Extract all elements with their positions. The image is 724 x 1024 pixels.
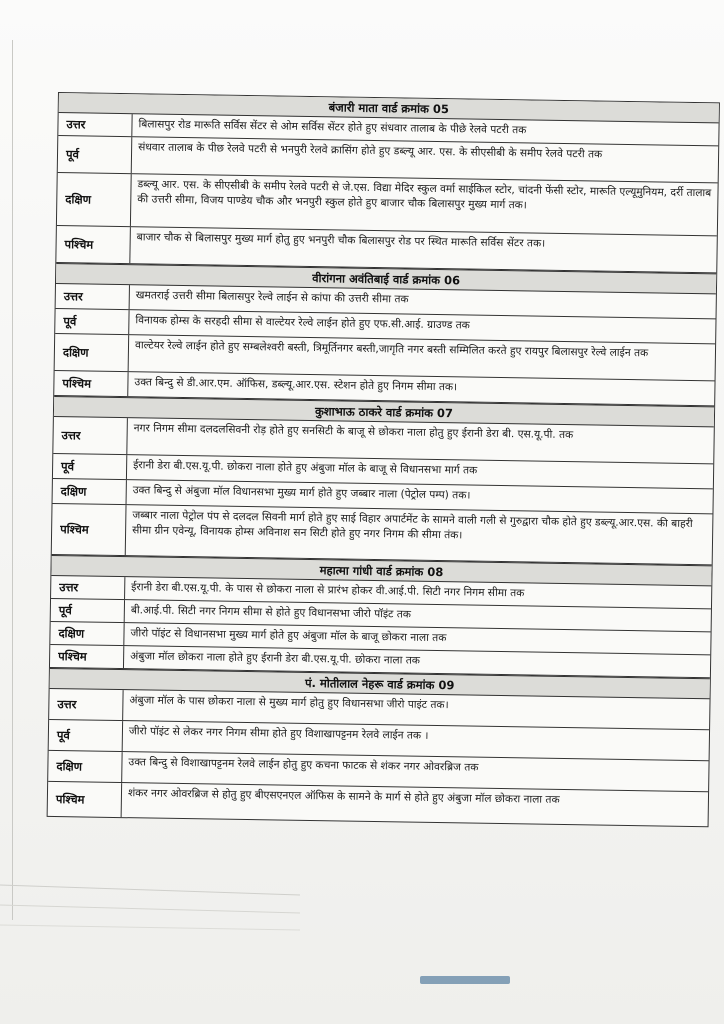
boundary-text: संधवार तालाब के पीछ रेलवे पटरी से भनपुरी रेलवे क्रासिंग होते हुए डब्ल्यू आर. एस. के सीएसीबी के समीप रेलवे पटरी तक bbox=[138, 141, 603, 161]
direction-label: दक्षिण bbox=[48, 751, 122, 782]
paper-shadow-lines bbox=[0, 880, 300, 940]
boundary-text: ईरानी डेरा बी.एस.यू.पी. छोकरा नाला होते हुए अंबुजा मॉल के बाजू से विधानसभा मार्ग तक bbox=[133, 459, 478, 477]
boundary-text: जब्बार नाला पेट्रोल पंप से दलदल सिवनी मार्ग होते हुए साई विहार अपार्टमेंट के सामने वाली गली से गुरुद्वारा चौक होते हुए डब्ल्यू.आर.एस. की बाहरी सीमा ग्रीन एवेन्यू, विनायक होम्स अविनाश सन सिटी होते हुए नगर निगम की सीमा तंक। bbox=[132, 509, 693, 542]
ward-09-title: पं. मोतीलाल नेहरू वार्ड क्रमांक 09 bbox=[50, 668, 710, 699]
boundary-text: खमतराई उत्तरी सीमा बिलासपुर रेल्वे लाईन से कांपा की उत्तरी सीमा तक bbox=[135, 289, 409, 306]
boundary-text: वाल्टेयर रेल्वे लाईन होते हुए सम्बलेश्वरी बस्ती, त्रिमूर्तिनगर बस्ती,जागृति नगर बस्ती सम्मिलित करते हुए रायपुर बिलासपुर रेल्वे लाईन तक bbox=[134, 339, 649, 360]
boundary-text: नगर निगम सीमा दलदलसिवनी रोड़ होते हुए सनसिटी के बाजू से छोकरा नाला होतु हुए ईरानी डेरा बी. एस.यू.पी. तक bbox=[133, 422, 574, 442]
direction-label: पूर्व bbox=[51, 599, 125, 622]
direction-label: दक्षिण bbox=[57, 173, 132, 226]
boundary-text: उक्त बिन्दु से अंबुजा मॉल विधानसभा मुख्य मार्ग होते हुए जब्बार नाला (पेट्रोल पम्प) तक। bbox=[132, 484, 471, 502]
boundary-text: ईरानी डेरा बी.एस.यू.पी. के पास से छोकरा नाला से प्रारंभ होकर वी.आई.पी. सिटी नगर निगम सीमा तक bbox=[131, 581, 525, 600]
page-edge-line bbox=[12, 40, 13, 920]
direction-label: पूर्व bbox=[55, 309, 129, 334]
boundary-text: अंबुजा मॉल छोकरा नाला होते हुए ईरानी डेरा बी.एस.यू.पी. छोकरा नाला तक bbox=[130, 650, 421, 667]
direction-label: पूर्व bbox=[53, 454, 127, 479]
direction-label: दक्षिण bbox=[53, 479, 127, 504]
boundary-text: उक्त बिन्दु से डी.आर.एम. ऑफिस, डब्ल्यू.आर.एस. स्टेशन होते हुए निगम सीमा तक। bbox=[134, 376, 458, 394]
direction-label: पश्चिम bbox=[48, 782, 123, 817]
boundary-text: शंकर नगर ओवरब्रिज से होतु हुए बीएसएनएल ऑफिस के सामने के मार्ग से होते हुए अंबुजा मॉल छोकरा नाला तक bbox=[127, 787, 560, 806]
ward-boundary-table bbox=[47, 92, 720, 827]
ward-06-title: वीरांगना अवंतिबाई वार्ड क्रमांक 06 bbox=[56, 263, 716, 294]
direction-label: पश्चिम bbox=[50, 645, 124, 668]
direction-label: पश्चिम bbox=[56, 226, 131, 263]
direction-label: उत्तर bbox=[53, 417, 128, 454]
boundary-text: विनायक होम्स के सरहदी सीमा से वाल्टेयर रेल्वे लाईन होते हुए एफ.सी.आई. ग्राउण्ड तक bbox=[135, 314, 470, 332]
direction-label: दक्षिण bbox=[50, 622, 124, 645]
boundary-text: जीरो पॉइंट से विधानसभा मुख्य मार्ग होते हुए अंबुजा मॉल के बाजू छोकरा नाला तक bbox=[130, 627, 447, 645]
direction-label: उत्तर bbox=[58, 113, 132, 136]
direction-label: पश्चिम bbox=[54, 371, 128, 396]
ward-07-title: कुशाभाऊ ठाकरे वार्ड क्रमांक 07 bbox=[54, 396, 714, 427]
direction-label: दक्षिण bbox=[55, 334, 130, 371]
boundary-text: जीरो पॉइंट से लेकर नगर निगम सीमा होते हुए विशाखापट्टनम रेलवे लाईन तक । bbox=[128, 725, 429, 742]
boundary-text: उक्त बिन्दु से विशाखापट्टनम रेलवे लाईन होतु हुए कचना फाटक से शंकर नगर ओवरब्रिज तक bbox=[128, 756, 479, 774]
boundary-text: डब्ल्यू आर. एस. के सीएसीबी के समीप रेलवे पटरी से जे.एस. विद्या मेदिर स्कुल वर्मा साईकिल स्टोर, चांदनी फेंसी स्टोर, मारूति एल्यूमुनियम, दर्री तालाब की उत्तरी सीमा, विजय पाण्डेय चौक और भनपुरी स्कुल होते हुए बाजार चौक बिलासपुर मुख्य मार्ग तक। bbox=[137, 178, 712, 212]
ward-05-title: बंजारी माता वार्ड क्रमांक 05 bbox=[59, 93, 719, 123]
direction-label: उत्तर bbox=[56, 284, 130, 309]
direction-label: पूर्व bbox=[58, 136, 133, 173]
direction-label: उत्तर bbox=[49, 689, 123, 720]
boundary-text: बी.आई.पी. सिटी नगर निगम सीमा से होते हुए विधानसभा जीरो पॉइंट तक bbox=[130, 604, 412, 621]
direction-label: पूर्व bbox=[49, 720, 123, 751]
direction-label: उत्तर bbox=[51, 576, 125, 599]
boundary-text: अंबुजा मॉल के पास छोकरा नाला से मुख्य मार्ग होतु हुए विधानसभा जीरो पाइंट तक। bbox=[129, 694, 449, 712]
boundary-text: बाजार चौक से बिलासपुर मुख्य मार्ग होतु हुए भनपुरी चौक बिलासपुर रोड पर स्थित मारूति सर्विस सेंटर तक। bbox=[136, 231, 546, 250]
ward-08-title: महात्मा गांधी वार्ड क्रमांक 08 bbox=[51, 555, 711, 586]
binder-clip-strip bbox=[420, 976, 510, 984]
boundary-text: बिलासपुर रोड मारूति सर्विस सेंटर से ओम सर्विस सेंटर होते हुए संधवार तालाब के पीछे रेलवे पटरी तक bbox=[138, 118, 527, 137]
direction-label: पश्चिम bbox=[52, 504, 127, 555]
